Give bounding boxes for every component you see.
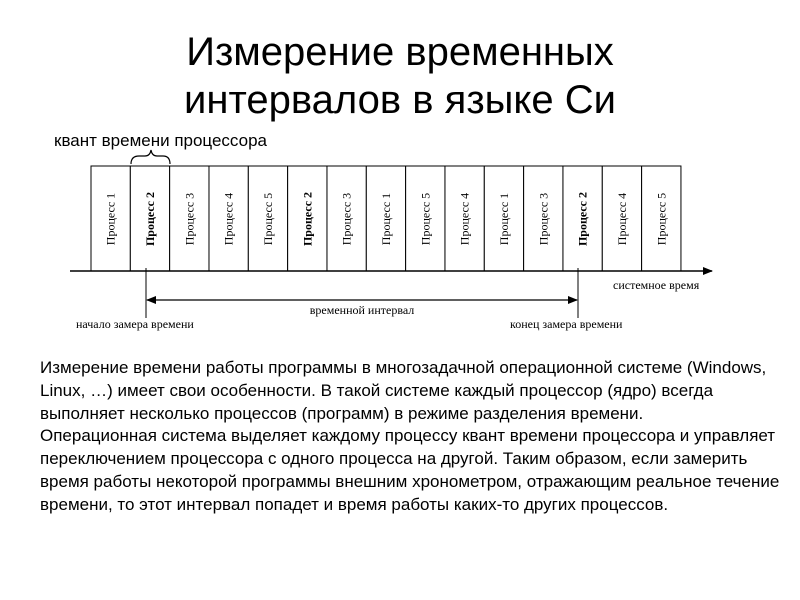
process-label: Процесс 1 [103,192,118,246]
process-label: Процесс 5 [260,192,275,246]
slide-title-line-2: интервалов в языке Си [184,78,616,122]
interval-label: временной интервал [309,303,415,317]
process-label: Процесс 4 [457,192,472,246]
description-paragraph-2: Операционная система выделяет каждому процессу квант времени процессора и управляет переключением процессора с одного процесса на другой. Таким образом, если замерить время работы некоторой программы внешним хронометром, отражающим реальное течение времени, то этот интервал попадет и время работы каких-то других процессов. [40,426,780,514]
process-label: Процесс 5 [654,192,669,246]
quantum-brace [131,150,170,164]
process-label: Процесс 2 [142,191,157,247]
process-label: Процесс 5 [418,192,433,246]
process-label: Процесс 4 [221,192,236,246]
description-text [40,357,780,517]
process-label: Процесс 2 [300,191,315,247]
process-label: Процесс 3 [536,192,551,246]
process-label: Процесс 1 [378,192,393,246]
start-label: начало замера времени [76,317,194,331]
description-paragraph-1: Измерение времени работы программы в многозадачной операционной системе (Windows, Linux, …) имеет свои особенности. В такой системе каждый процессор (ядро) всегда выполняет несколько процессов (программ) в режиме разделения времени. [40,358,767,423]
system-time-label: системное время [613,278,700,292]
end-label: конец замера времени [510,317,623,331]
process-label: Процесс 3 [339,192,354,246]
slide-title-line-1: Измерение временных [186,30,614,74]
process-blocks [91,166,681,271]
process-label: Процесс 2 [575,191,590,247]
process-label: Процесс 1 [496,192,511,246]
process-label: Процесс 3 [182,192,197,246]
process-label: Процесс 4 [614,192,629,246]
quantum-label: квант времени процессора [54,131,267,150]
